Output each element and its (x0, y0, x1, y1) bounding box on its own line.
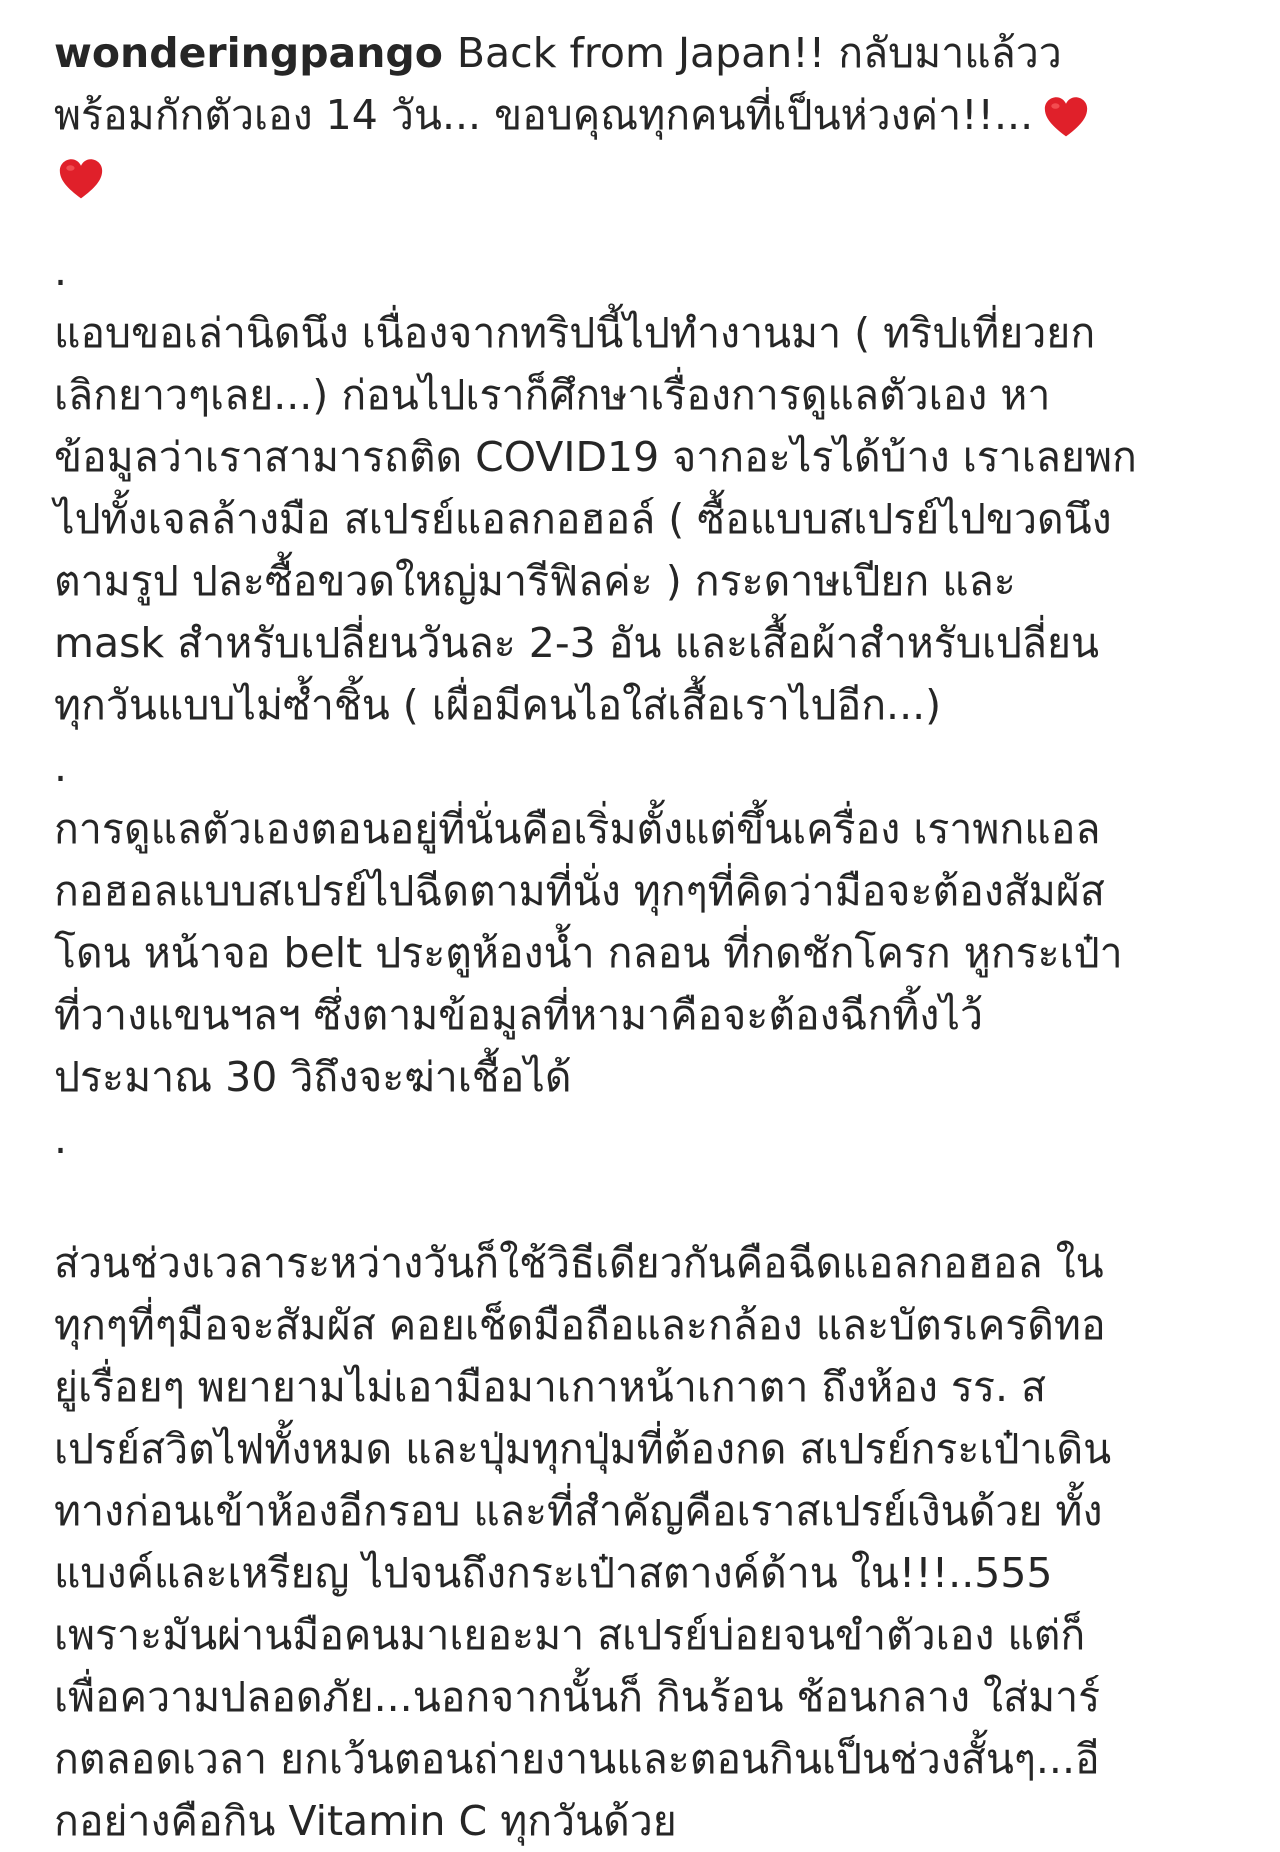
caption-line: เพื่อความปลอดภัย...นอกจากนั้นก็ กินร้อน ช้อนกลาง ใส่มาร์ (54, 1673, 1101, 1721)
caption-line: กอย่างคือกิน Vitamin C ทุกวันด้วย (54, 1797, 677, 1845)
caption-line (54, 146, 1254, 208)
caption-line: แบงค์และเหรียญ ไปจนถึงกระเป๋าสตางค์ด้าน ใน!!!..555 (54, 1549, 1053, 1597)
caption-line: แอบขอเล่านิดนึง เนื่องจากทริปนี้ไปทำงานมา ( ทริปเที่ยวยก (54, 309, 1096, 357)
separator-dot: . (54, 1115, 68, 1163)
caption-line: ตามรูป ปละซื้อขวดใหญ่มารีฟิลค่ะ ) กระดาษเปียก และ (54, 557, 1016, 605)
spacer (54, 1170, 1254, 1232)
caption-line: ส่วนช่วงเวลาระหว่างวันก็ใช้วิธีเดียวกันคือฉีดแอลกอฮอล ใน (54, 1239, 1104, 1287)
caption-line (54, 84, 1254, 146)
caption-line: โดน หน้าจอ belt ประตูห้องน้ำ กลอน ที่กดชักโครก หูกระเป๋า (54, 929, 1123, 977)
caption-line: เลิกยาวๆเลย...) ก่อนไปเราก็ศึกษาเรื่องการดูแลตัวเอง หา (54, 371, 1051, 419)
username-link[interactable]: wonderingpango (54, 29, 443, 77)
caption-line: กอฮอลแบบสเปรย์ไปฉีดตามที่นั่ง ทุกๆที่คิดว่ามือจะต้องสัมผัส (54, 867, 1105, 915)
caption-line: ทุกวันแบบไม่ซ้ำชิ้น ( เผื่อมีคนไอใส่เสื้อเราไปอีก...) (54, 681, 942, 729)
separator-dot: . (54, 743, 68, 791)
caption-line: ทางก่อนเข้าห้องอีกรอบ และที่สำคัญคือเราสเปรย์เงินด้วย ทั้ง (54, 1487, 1103, 1535)
heart-icon (58, 157, 104, 203)
post-caption (54, 22, 1254, 1852)
caption-line (54, 22, 1254, 84)
heart-icon (1043, 95, 1089, 141)
caption-line: ประมาณ 30 วิถึงจะฆ่าเชื้อได้ (54, 1053, 572, 1101)
caption-text: Back from Japan!! กลับมาแล้วว (456, 29, 1062, 77)
separator-dot: . (54, 247, 68, 295)
caption-line: การดูแลตัวเองตอนอยู่ที่นั่นคือเริ่มตั้งแต่ขึ้นเครื่อง เราพกแอล (54, 805, 1101, 853)
caption-text: พร้อมกักตัวเอง 14 วัน... ขอบคุณทุกคนที่เป็นห่วงค่า!!... (54, 91, 1034, 139)
caption-line: เปรย์สวิตไฟทั้งหมด และปุ่มทุกปุ่มที่ต้องกด สเปรย์กระเป๋าเดิน (54, 1425, 1112, 1473)
caption-line: ที่วางแขนฯลฯ ซึ่งตามข้อมูลที่หามาคือจะต้องฉีกทิ้งไว้ (54, 991, 984, 1039)
caption-line: ทุกๆที่ๆมือจะสัมผัส คอยเช็ดมือถือและกล้อง และบัตรเครดิทอ (54, 1301, 1106, 1349)
caption-line: ยู่เรื่อยๆ พยายามไม่เอามือมาเกาหน้าเกาตา ถึงห้อง รร. ส (54, 1363, 1047, 1411)
caption-line: กตลอดเวลา ยกเว้นตอนถ่ายงานและตอนกินเป็นช่วงสั้นๆ...อี (54, 1735, 1100, 1783)
caption-line: mask สำหรับเปลี่ยนวันละ 2-3 อัน และเสื้อผ้าสำหรับเปลี่ยน (54, 619, 1100, 667)
caption-line: ข้อมูลว่าเราสามารถติด COVID19 จากอะไรได้บ้าง เราเลยพก (54, 433, 1137, 481)
caption-line: ไปทั้งเจลล้างมือ สเปรย์แอลกอฮอล์ ( ซื้อแบบสเปรย์ไปขวดนึง (54, 495, 1112, 543)
caption-line: เพราะมันผ่านมือคนมาเยอะมา สเปรย์บ่อยจนขำตัวเอง แต่ก็ (54, 1611, 1086, 1659)
